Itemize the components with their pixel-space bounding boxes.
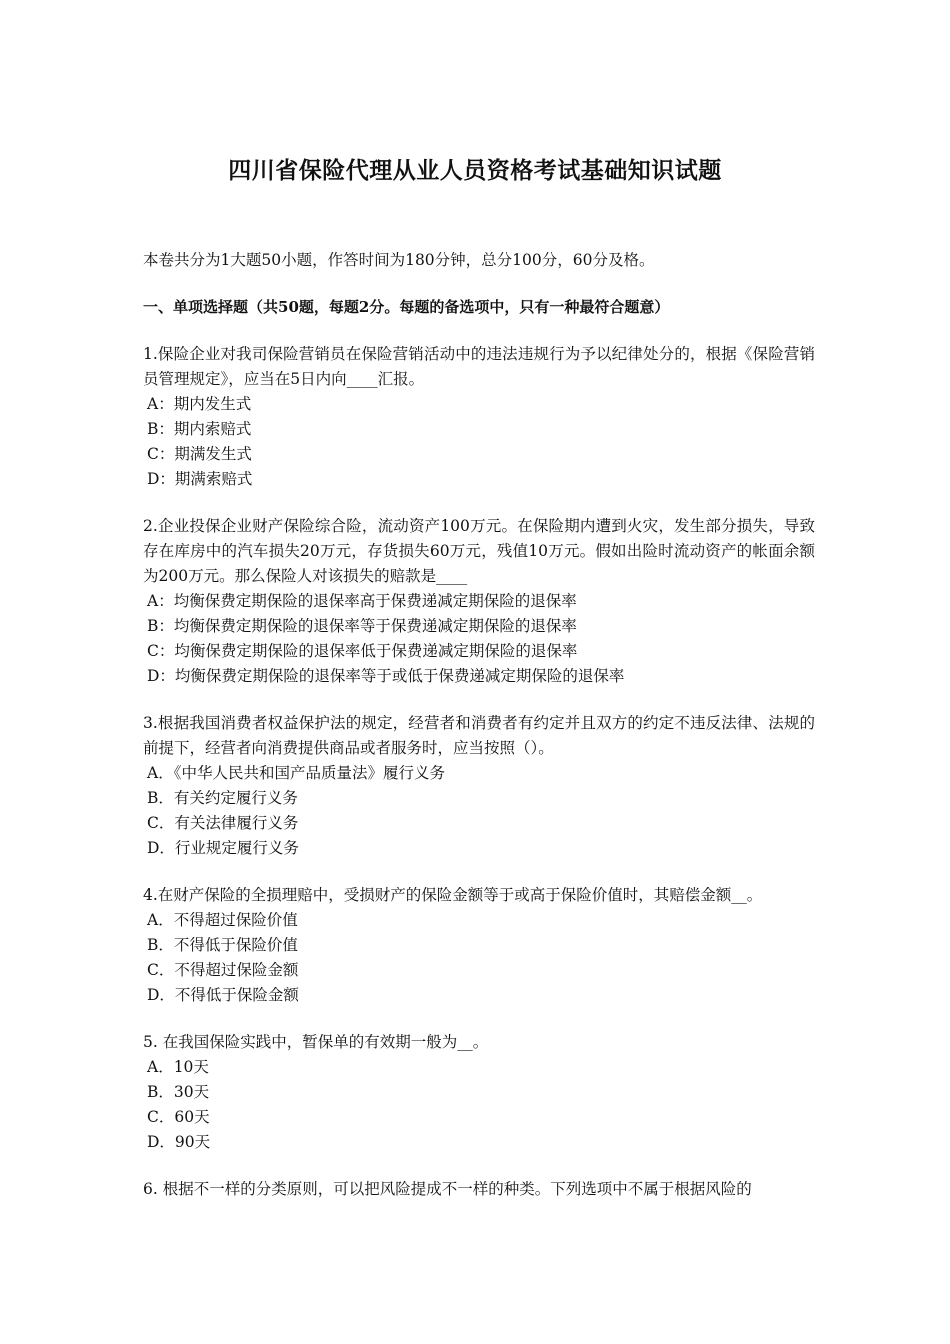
option-b: B．不得低于保险价值: [147, 936, 298, 954]
option-a: A：期内发生式: [147, 395, 252, 413]
exam-intro: 本卷共分为1大题50小题，作答时间为180分钟，总分100分，60分及格。: [143, 251, 655, 269]
option-d: D．90天: [147, 1133, 211, 1151]
option-c: C．有关法律履行义务: [147, 814, 299, 832]
option-d: D：均衡保费定期保险的退保率等于或低于保费递减定期保险的退保率: [147, 667, 625, 685]
option-d: D：期满索赔式: [147, 470, 253, 488]
option-list: [143, 589, 815, 689]
question-text: 1.保险企业对我司保险营销员在保险营销活动中的违法违规行为予以纪律处分的，根据《保险营销员管理规定》，应当在5日内向____汇报。: [143, 345, 815, 388]
question-1: [143, 342, 815, 492]
question-5: [143, 1030, 815, 1155]
option-list: [143, 908, 815, 1008]
question-2: [143, 514, 815, 689]
option-c: C．60天: [147, 1108, 210, 1126]
option-b: B．30天: [147, 1083, 210, 1101]
option-d: D．行业规定履行义务: [147, 839, 299, 857]
question-text: 4.在财产保险的全损理赔中，受损财产的保险金额等于或高于保险价值时，其赔偿金额__。: [143, 886, 763, 904]
option-list: [143, 761, 815, 861]
question-text: 2.企业投保企业财产保险综合险，流动资产100万元。在保险期内遭到火灾，发生部分损失，导致存在库房中的汽车损失20万元，存货损失60万元，残值10万元。假如出险时流动资产的帐面余额为200万元。那么保险人对该损失的赔款是____: [143, 517, 815, 585]
question-6: [143, 1177, 815, 1202]
option-d: D．不得低于保险金额: [147, 986, 299, 1004]
option-a: A．不得超过保险价值: [147, 911, 298, 929]
option-b: B．有关约定履行义务: [147, 789, 298, 807]
option-list: [143, 1055, 815, 1155]
option-c: C：均衡保费定期保险的退保率低于保费递减定期保险的退保率: [147, 642, 578, 660]
option-a: A：均衡保费定期保险的退保率高于保费递减定期保险的退保率: [147, 592, 577, 610]
question-text: 5. 在我国保险实践中，暂保单的有效期一般为__。: [143, 1033, 489, 1051]
question-text: 6. 根据不一样的分类原则，可以把风险提成不一样的种类。下列选项中不属于根据风险的: [143, 1180, 752, 1198]
document-body: [143, 248, 815, 1224]
question-4: [143, 883, 815, 1008]
option-c: C：期满发生式: [147, 445, 252, 463]
option-b: B：期内索赔式: [147, 420, 252, 438]
question-text: 3.根据我国消费者权益保护法的规定，经营者和消费者有约定并且双方的约定不违反法律、法规的前提下，经营者向消费提供商品或者服务时，应当按照（）。: [143, 714, 815, 757]
option-list: [143, 392, 815, 492]
question-3: [143, 711, 815, 861]
option-a: A．《中华人民共和国产品质量法》履行义务: [147, 764, 445, 782]
option-a: A．10天: [147, 1058, 209, 1076]
option-c: C．不得超过保险金额: [147, 961, 299, 979]
document-title: 四川省保险代理从业人员资格考试基础知识试题: [228, 157, 722, 184]
option-b: B：均衡保费定期保险的退保率等于保费递减定期保险的退保率: [147, 617, 577, 635]
section-heading: 一、单项选择题（共50题，每题2分。每题的备选项中，只有一种最符合题意）: [143, 298, 670, 316]
